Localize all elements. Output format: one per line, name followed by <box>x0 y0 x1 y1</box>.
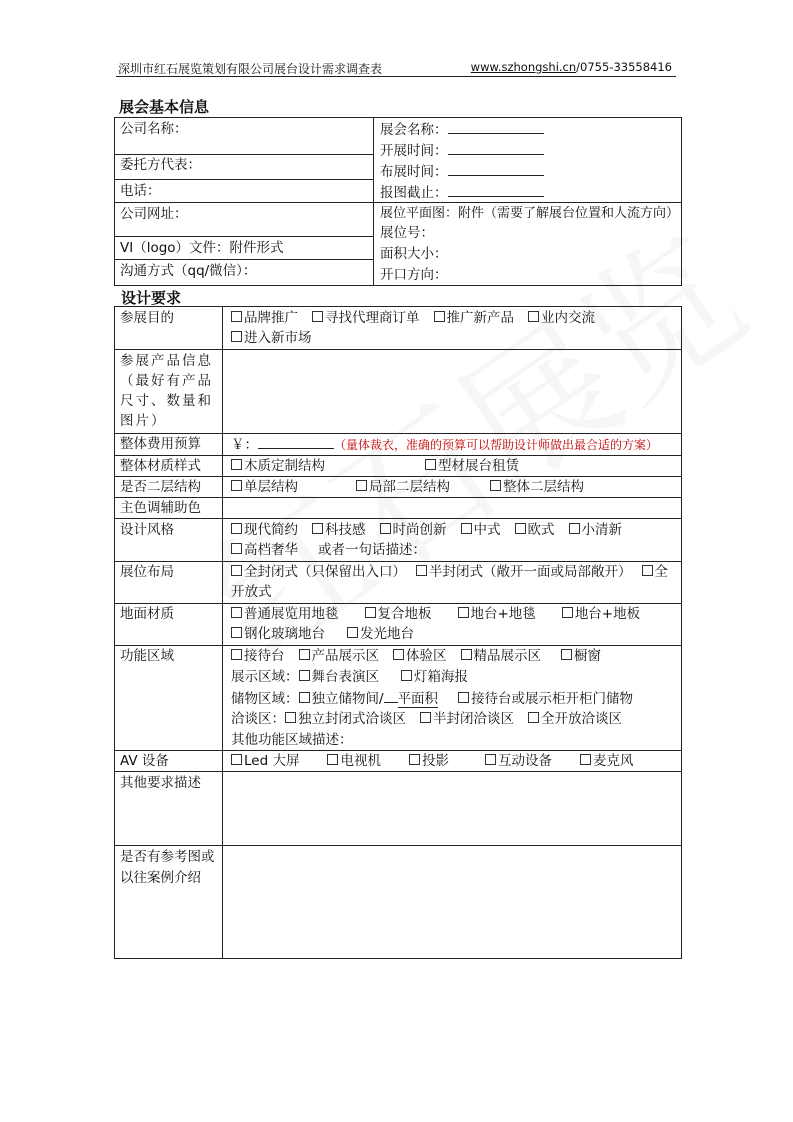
other-requirements-input[interactable] <box>223 772 681 844</box>
design-style-options <box>231 520 634 540</box>
checkbox-new-market[interactable]: 进入新市场 <box>231 330 312 346</box>
row-label-two-floor: 是否二层结构 <box>120 479 201 495</box>
checkbox-profile-rental[interactable]: 型材展台租赁 <box>425 458 519 474</box>
checkbox-led[interactable]: Led 大屏 <box>231 753 299 769</box>
checkbox-laminate[interactable]: 复合地板 <box>365 606 432 622</box>
style-description-field[interactable]: 或者一句话描述： <box>318 542 426 558</box>
checkbox-storage-room[interactable]: 独立储物间/ <box>299 691 384 707</box>
function-area-line2: 展示区域： 舞台表演区 灯箱海报 <box>231 669 468 685</box>
checkbox-new-product[interactable]: 推广新产品 <box>434 310 515 326</box>
function-area-line4: 洽谈区： 独立封闭式洽谈区 半封闭洽谈区 全开放洽谈区 <box>231 711 622 727</box>
checkbox-semi-closed[interactable]: 半封闭式（敞开一面或局部敞开） <box>416 564 632 580</box>
row-label-reference: 是否有参考图或以往案例介绍 <box>120 849 215 886</box>
row-label-booth-layout: 展位布局 <box>120 564 174 580</box>
header-url[interactable]: www.szhongshi.cn <box>470 60 577 74</box>
checkbox-chinese[interactable]: 中式 <box>461 522 501 538</box>
checkbox-industry-exchange[interactable]: 业内交流 <box>528 310 595 326</box>
checkbox-glass-platform[interactable]: 钢化玻璃地台 <box>231 626 325 642</box>
page-header <box>116 58 676 77</box>
company-name-field[interactable]: 公司名称： <box>120 121 188 137</box>
checkbox-brand-promotion[interactable]: 品牌推广 <box>231 310 298 326</box>
checkbox-showcase[interactable]: 橱窗 <box>561 648 601 664</box>
material-style-options <box>231 456 531 476</box>
checkbox-platform-carpet[interactable]: 地台+地毯 <box>458 606 536 622</box>
checkbox-modern[interactable]: 现代简约 <box>231 522 298 538</box>
booth-layout-cont: 开放式 <box>231 584 272 600</box>
purpose-options-line2 <box>231 328 324 348</box>
checkbox-platform-floor[interactable]: 地台+地板 <box>562 606 640 622</box>
row-label-purpose: 参展目的 <box>120 310 174 326</box>
purpose-options <box>231 308 607 328</box>
checkbox-fully-open[interactable]: 全 <box>642 564 669 580</box>
floor-plan-field[interactable]: 展位平面图：附件（需要了解展台位置和人流方向） <box>380 206 680 221</box>
area-size-field[interactable]: 面积大小： <box>380 246 448 262</box>
checkbox-reception[interactable]: 接待台 <box>231 648 285 664</box>
checkbox-light-platform[interactable]: 发光地台 <box>347 626 414 642</box>
header-contact <box>471 60 672 74</box>
drawing-deadline-field[interactable]: 报图截止： <box>380 182 544 203</box>
opening-direction-field[interactable]: 开口方向： <box>380 267 448 283</box>
checkbox-wood-custom[interactable]: 木质定制结构 <box>231 458 325 474</box>
av-options <box>231 751 645 771</box>
function-area-line1 <box>231 646 613 666</box>
checkbox-single-floor[interactable]: 单层结构 <box>231 479 298 495</box>
row-label-product-info: 参展产品信息（最好有产品尺寸、数量和图片） <box>120 353 213 429</box>
section-title-design: 设计要求 <box>121 289 182 307</box>
checkbox-product-display[interactable]: 产品展示区 <box>299 648 380 664</box>
checkbox-microphone[interactable]: 麦克风 <box>580 753 634 769</box>
row-label-design-style: 设计风格 <box>120 522 174 538</box>
budget-note: （量体裁衣，准确的预算可以帮助设计师做出最合适的方案） <box>334 438 659 452</box>
checkbox-carpet[interactable]: 普通展览用地毯 <box>231 606 339 622</box>
checkbox-find-agents[interactable]: 寻找代理商订单 <box>312 310 420 326</box>
checkbox-fresh[interactable]: 小清新 <box>569 522 623 538</box>
checkbox-luxury[interactable]: 高档奢华 <box>231 542 298 558</box>
floor-material-options <box>231 604 652 624</box>
booth-layout-options <box>231 562 668 582</box>
checkbox-fully-closed[interactable]: 全封闭式（只保留出入口） <box>231 564 406 580</box>
checkbox-open-meeting[interactable]: 全开放洽谈区 <box>528 711 622 727</box>
checkbox-stage[interactable]: 舞台表演区 <box>299 669 380 685</box>
exhibition-name-field[interactable]: 展会名称： <box>380 119 544 140</box>
checkbox-closed-meeting[interactable]: 独立封闭式洽谈区 <box>285 711 406 727</box>
row-label-floor-material: 地面材质 <box>120 606 174 622</box>
row-label-function-area: 功能区域 <box>120 648 174 664</box>
checkbox-projector[interactable]: 投影 <box>409 753 449 769</box>
checkbox-full-two-floor[interactable]: 整体二层结构 <box>490 479 584 495</box>
row-label-other-requirements: 其他要求描述 <box>120 775 201 791</box>
reference-input[interactable] <box>223 846 681 958</box>
contact-method-field[interactable]: 沟通方式（qq/微信）： <box>120 263 257 279</box>
phone-field[interactable]: 电话： <box>120 183 161 199</box>
main-color-input[interactable] <box>223 498 681 518</box>
design-style-line2 <box>231 540 426 560</box>
checkbox-partial-two-floor[interactable]: 局部二层结构 <box>356 479 450 495</box>
header-title: 深圳市红石展览策划有限公司展台设计需求调查表 <box>118 62 383 76</box>
checkbox-european[interactable]: 欧式 <box>515 522 555 538</box>
checkbox-tech[interactable]: 科技感 <box>312 522 366 538</box>
checkbox-fashion[interactable]: 时尚创新 <box>380 522 447 538</box>
checkbox-experience[interactable]: 体验区 <box>393 648 447 664</box>
row-label-budget: 整体费用预算 <box>120 436 201 452</box>
client-rep-field[interactable]: 委托方代表： <box>120 157 201 173</box>
two-floor-options <box>231 477 596 497</box>
checkbox-tv[interactable]: 电视机 <box>327 753 381 769</box>
product-info-input[interactable] <box>223 350 681 432</box>
website-field[interactable]: 公司网址： <box>120 206 188 222</box>
checkbox-cabinet-storage[interactable]: 接待台或展示柜开柜门储物 <box>458 691 633 707</box>
setup-time-field[interactable]: 布展时间： <box>380 161 544 182</box>
row-label-material-style: 整体材质样式 <box>120 458 201 474</box>
section-title-basic: 展会基本信息 <box>119 98 210 116</box>
floor-material-line2 <box>231 624 426 644</box>
header-phone: /0755-33558416 <box>576 60 672 74</box>
checkbox-premium-display[interactable]: 精品展示区 <box>461 648 542 664</box>
function-area-line3: 储物区域： 独立储物间/ 平面积 接待台或展示柜开柜门储物 <box>231 688 645 709</box>
other-function-description[interactable]: 其他功能区域描述： <box>231 732 353 748</box>
checkbox-semi-meeting[interactable]: 半封闭洽谈区 <box>420 711 514 727</box>
row-label-av: AV 设备 <box>120 753 169 769</box>
vi-logo-field[interactable]: VI（logo）文件：附件形式 <box>120 240 284 256</box>
checkbox-lightbox[interactable]: 灯箱海报 <box>401 669 468 685</box>
budget-field[interactable]: ￥： （量体裁衣，准确的预算可以帮助设计师做出最合适的方案） <box>231 434 658 455</box>
checkbox-interactive[interactable]: 互动设备 <box>485 753 552 769</box>
opening-time-field[interactable]: 开展时间： <box>380 140 544 161</box>
row-label-main-color: 主色调辅助色 <box>120 500 201 516</box>
booth-number-field[interactable]: 展位号： <box>380 225 434 241</box>
